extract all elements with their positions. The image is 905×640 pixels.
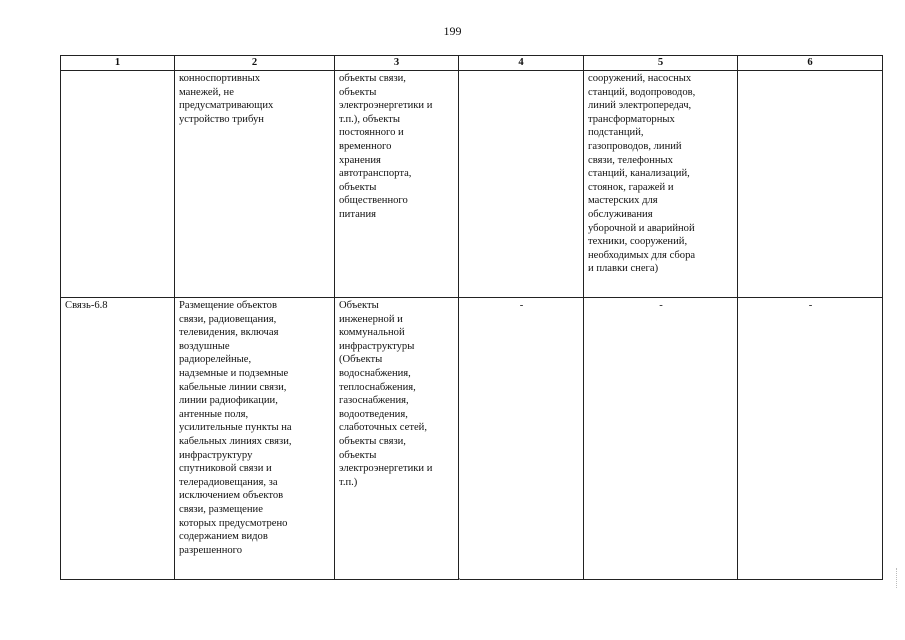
table-cell	[335, 298, 459, 580]
column-header-6: 6	[738, 56, 883, 71]
table-body	[61, 71, 883, 580]
cell-text: -	[519, 300, 524, 311]
table-header	[61, 56, 883, 71]
page-number: 199	[443, 24, 462, 38]
table-cell	[335, 71, 459, 298]
cell-text: Размещение объектов связи, радиовещания, телевидения, включая воздушные радиорелейные, надземные и подземные кабельные линии связи, линии радиофикации, антенные поля, усилительные пункты на кабельных линиях связи, инфраструктуру спутниковой связи и телерадиовещания, за исключением объектов связи, размещение которых предусмотрено содержанием видов разрешенного	[179, 300, 292, 556]
table-cell	[61, 298, 175, 580]
table-row	[61, 298, 883, 580]
column-header-3: 3	[335, 56, 459, 71]
table-cell	[175, 71, 335, 298]
cell-text: объекты связи, объекты электроэнергетики и т.п.), объекты постоянного и временного хранения автотранспорта, объекты общественного питания	[339, 73, 433, 220]
cell-text: сооружений, насосных станций, водопроводов, линий электропередач, трансформаторных подстанций, газопроводов, линий связи, телефонных станций, канализаций, стоянок, гаражей и мастерских для обслуживания уборочной и аварийной техники, сооружений, необходимых для сбора и плавки снега)	[588, 73, 696, 275]
column-header-5: 5	[584, 56, 738, 71]
table-cell	[584, 298, 738, 580]
table-cell	[584, 71, 738, 298]
cell-text: конноспортивных манежей, не предусматривающих устройство трибун	[179, 73, 274, 125]
table-cell	[459, 298, 584, 580]
column-header-1: 1	[61, 56, 175, 71]
regulations-table	[60, 55, 883, 580]
scan-edge-artifact	[896, 568, 899, 588]
table-cell	[738, 298, 883, 580]
table-row	[61, 71, 883, 298]
table-cell	[175, 298, 335, 580]
cell-text: Объекты инженерной и коммунальной инфраструктуры (Объекты водоснабжения, теплоснабжения, газоснабжения, водоотведения, слаботочных сетей, объекты связи, объекты электроэнергетики и т.п.)	[339, 300, 433, 488]
cell-text: -	[808, 300, 813, 311]
column-header-4: 4	[459, 56, 584, 71]
header-row	[61, 56, 883, 71]
table-cell	[738, 71, 883, 298]
column-header-2: 2	[175, 56, 335, 71]
cell-text: Связь-6.8	[65, 300, 108, 311]
cell-text: -	[659, 300, 663, 311]
table-cell	[459, 71, 584, 298]
scan-artifact	[459, 578, 460, 580]
table-cell	[61, 71, 175, 298]
